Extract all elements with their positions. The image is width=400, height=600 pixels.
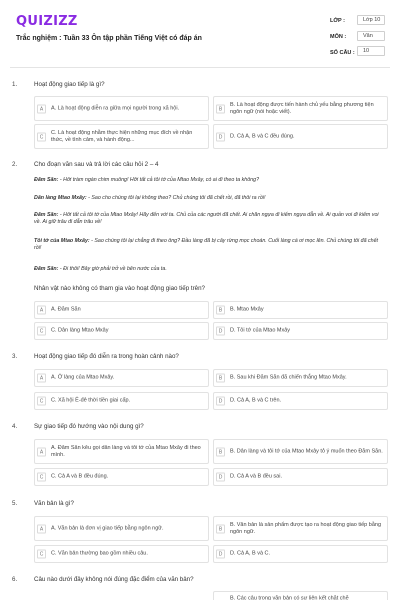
quiz-title: Trắc nghiệm : Tuần 33 Ôn tập phần Tiếng Việt có đáp án [16,35,202,42]
meta-value-count: 10 [357,46,385,56]
option-text: C. Cả A và B đều đúng. [51,473,109,480]
question-number: 5. [12,500,18,507]
option-text: D. Cả A, B và C. [230,550,271,557]
option-letter: B [216,524,225,533]
answer-option[interactable] [213,516,388,541]
option-letter: C [37,397,46,406]
question-text: Hoạt động giao tiếp là gì? [34,81,105,88]
answer-option[interactable] [213,439,388,464]
passage-line [34,266,382,273]
option-text: A. Đăm Săn kêu gọi dân làng và tôi tớ của Mtao Mxây đi theo mình. [51,444,201,458]
answer-option[interactable] [213,392,388,410]
option-letter: C [37,327,46,336]
passage-line [34,212,382,226]
option-text: C. Văn bản thường bao gồm nhiều câu. [51,550,148,557]
speaker-name: Tôi tớ của Mtao Mxây: [34,238,90,244]
option-letter: D [216,327,225,336]
speaker-name: Đăm Săn: [34,212,59,218]
option-letter: C [37,550,46,559]
option-text: B. Mtao Mxây [230,306,264,313]
option-letter: C [37,132,46,141]
meta-value-class: Lớp 10 [357,15,385,25]
speaker-line: - Sao chúng tôi lại chẳng đi theo ông? Đầu làng đã bị cây rừng mọc choán. Cuối làng cá ơi mọc lên. Chủ chúng tôi đã chết rồi! [34,238,379,251]
option-letter: A [37,447,46,456]
question-text: Cho đoạn văn sau và trả lời các câu hỏi 2 – 4 [34,161,159,168]
option-letter: B [216,104,225,113]
answer-option[interactable] [34,439,209,464]
option-text: A. Ở làng của Mtao Mxây. [51,374,115,381]
answer-option[interactable] [213,545,388,563]
answer-option[interactable] [34,96,209,121]
question-number: 6. [12,576,18,583]
answer-option[interactable] [34,392,209,410]
question-number: 4. [12,423,18,430]
answer-option[interactable] [213,322,388,340]
option-text: D. Tôi tớ của Mtao Mxây [230,327,291,334]
option-text: B. Sau khi Đăm Săn đã chiến thắng Mtao Mxây. [230,374,347,381]
passage-line [34,195,382,202]
answer-option[interactable] [34,124,209,149]
answer-option[interactable] [34,322,209,340]
answer-option[interactable] [34,545,209,563]
option-text: B. Là hoạt động được tiến hành chủ yếu bằng phương tiện ngôn ngữ (nói hoặc viết). [230,101,374,115]
answer-option[interactable] [213,369,388,387]
question-number: 2. [12,161,18,168]
answer-option[interactable] [34,301,209,319]
option-letter: A [37,374,46,383]
option-text: C. Là hoạt động nhằm thực hiện những mục đích về nhận thức, về tình cảm, và hành động... [51,129,193,143]
meta-label-subject: MÔN : [330,34,347,40]
question-subtext: Nhân vật nào không có tham gia vào hoạt động giao tiếp trên? [34,285,205,292]
answer-option[interactable] [213,124,388,149]
answer-option[interactable] [213,591,388,600]
speaker-line: - Hỡi tràm ngàn chim muông! Hỡi tất cả tôi tớ của Mtao Mxây, có ai đi theo ta không? [58,177,260,183]
speaker-name: Dân làng Mtao Mxây: [34,195,87,201]
option-letter: D [216,473,225,482]
option-letter: B [216,374,225,383]
option-letter: D [216,550,225,559]
question-number: 1. [12,81,18,88]
option-text: D. Cả A, B và C trên. [230,397,282,404]
answer-option[interactable] [213,468,388,486]
meta-value-subject: Văn [357,31,385,41]
answer-option[interactable] [213,96,388,121]
option-text: C. Dân làng Mtao Mxây [51,327,109,334]
meta-label-class: LỚP : [330,18,345,24]
option-text: B. Dân làng và tôi tớ của Mtao Mxây tỏ ý muốn theo Đăm Săn. [230,448,383,454]
question-text: Sự giao tiếp đó hướng vào nội dung gì? [34,423,144,430]
option-letter: C [37,473,46,482]
passage-line [34,177,382,184]
answer-option[interactable] [34,369,209,387]
option-text: B. Văn bản là sản phẩm được tạo ra hoạt động giao tiếp bằng ngôn ngữ. [230,521,382,535]
option-letter: A [37,306,46,315]
option-letter: A [37,104,46,113]
passage-line [34,238,382,252]
option-text: D. Cả A, B và C đều đúng. [230,133,295,139]
header-divider [10,67,390,68]
speaker-name: Đăm Săn: [34,266,59,272]
option-text: D. Cả A và B đều sai. [230,473,282,480]
speaker-line: - Hỡi tất cả tôi tớ của Mtao Mxây! Hãy đến với ta. Chủ của các người đã chết. Ai chăn ngựa đi kiếm ngựa dẫn về. Ai quản voi đi kiếm voi về. Ai giữ trâu đi dẫn trâu về! [34,212,379,225]
option-letter: B [216,306,225,315]
question-text: Văn bản là gì? [34,500,74,507]
quizizz-logo: QUIZIZZ [16,14,78,29]
option-text: A. Đăm Săn [51,306,81,313]
speaker-line: - Sao cho chúng tôi lại không theo? Chủ chúng tôi đã chết rồi, đã thôi ra rồi! [86,195,266,201]
option-text: A. Là hoạt động diễn ra giữa mọi người trong xã hội. [51,105,180,111]
option-text: B. Các câu trong văn bản có sự liên kết chặt chẽ [230,595,349,600]
meta-label-count: SỐ CÂU : [330,50,355,56]
answer-option[interactable] [213,301,388,319]
speaker-name: Đăm Săn: [34,177,59,183]
worksheet-header [0,0,400,70]
option-letter: B [216,447,225,456]
question-number: 3. [12,353,18,360]
answer-option[interactable] [34,468,209,486]
option-letter: D [216,132,225,141]
speaker-line: - Đi thôi! Bây giờ phải trở về bên nước của ta. [58,266,167,272]
question-text: Câu nào dưới đây không nói đúng đặc điểm của văn bản? [34,576,194,583]
option-letter: A [37,524,46,533]
option-text: C. Xã hội Ê-đê thời tiền giai cấp. [51,397,131,404]
option-text: A. Văn bản là đơn vị giao tiếp bằng ngôn ngữ. [51,525,164,531]
answer-option[interactable] [34,516,209,541]
option-letter: D [216,397,225,406]
question-text: Hoạt động giao tiếp đó diễn ra trong hoàn cảnh nào? [34,353,179,360]
